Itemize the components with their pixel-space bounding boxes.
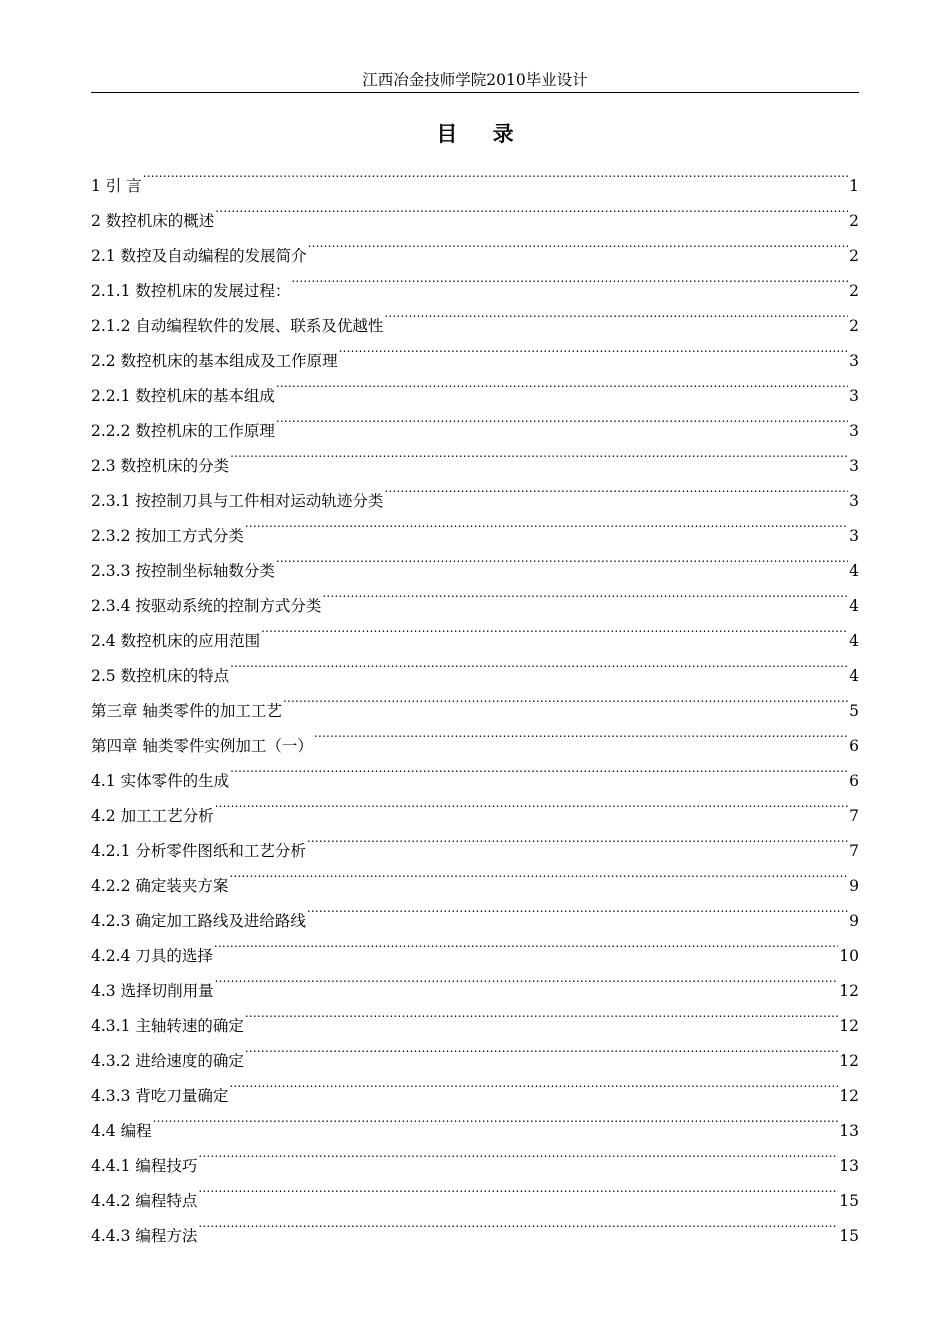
dot-leader: [307, 891, 848, 926]
dot-leader: [245, 1031, 838, 1066]
toc-entry-title: 4.3 选择切削用量: [91, 982, 214, 1000]
toc-entry-page-number: 4: [849, 597, 859, 615]
dot-leader: [276, 541, 848, 576]
toc-entry-title: 2.3.2 按加工方式分类: [91, 527, 244, 545]
toc-entry-title: 2.3.4 按驱动系统的控制方式分类: [91, 597, 322, 615]
toc-entry-page-number: 13: [839, 1122, 859, 1140]
toc-entry-page-number: 12: [839, 1052, 859, 1070]
toc-entry[interactable]: [91, 191, 859, 230]
toc-entry-title: 2.4 数控机床的应用范围: [91, 632, 261, 650]
toc-entry-page-number: 3: [849, 352, 859, 370]
toc-entry-title: 4.4.3 编程方法: [91, 1227, 198, 1245]
toc-entry-title: 2.3 数控机床的分类: [91, 457, 230, 475]
toc-entry-page-number: 2: [849, 212, 859, 230]
toc-entry-title: 2.2.1 数控机床的基本组成: [91, 387, 275, 405]
toc-entry-page-number: 12: [839, 1017, 859, 1035]
toc-entry-page-number: 15: [839, 1192, 859, 1210]
toc-entry-title: 4.4 编程: [91, 1122, 152, 1140]
toc-entry[interactable]: [91, 1136, 859, 1175]
toc-entry-page-number: 1: [849, 177, 859, 195]
toc-entry-page-number: 3: [849, 527, 859, 545]
dot-leader: [384, 296, 848, 331]
toc-entry-page-number: 9: [849, 877, 859, 895]
toc-entry-page-number: 2: [849, 282, 859, 300]
toc-entry-title: 2.1.2 自动编程软件的发展、联系及优越性: [91, 317, 384, 335]
toc-entry-page-number: 4: [849, 632, 859, 650]
dot-leader: [339, 331, 849, 366]
dot-leader: [198, 1206, 838, 1241]
toc-entry-title: 2.3.1 按控制刀具与工件相对运动轨迹分类: [91, 492, 384, 510]
toc-entry-title: 4.2.3 确定加工路线及进给路线: [91, 912, 306, 930]
dot-leader: [276, 401, 848, 436]
toc-entry-title: 4.2 加工工艺分析: [91, 807, 214, 825]
dot-leader: [215, 961, 839, 996]
dot-leader: [153, 1101, 839, 1136]
dot-leader: [229, 1066, 838, 1101]
toc-entry-title: 4.2.1 分析零件图纸和工艺分析: [91, 842, 306, 860]
toc-entry-page-number: 2: [849, 317, 859, 335]
dot-leader: [245, 506, 848, 541]
toc-entry-page-number: 7: [849, 842, 859, 860]
dot-leader: [214, 926, 838, 961]
toc-entry-page-number: 12: [839, 1087, 859, 1105]
toc-entry-page-number: 12: [839, 982, 859, 1000]
toc-entry-page-number: 4: [849, 667, 859, 685]
toc-entry-title: 4.3.3 背吃刀量确定: [91, 1087, 229, 1105]
toc-entry-page-number: 3: [849, 422, 859, 440]
header-text: 江西冶金技师学院2010毕业设计: [362, 71, 588, 89]
toc-entry-title: 4.4.2 编程特点: [91, 1192, 198, 1210]
toc-entry[interactable]: [91, 1171, 859, 1210]
toc-entry-title: 2 数控机床的概述: [91, 212, 215, 230]
dot-leader: [307, 821, 848, 856]
dot-leader: [314, 716, 848, 751]
toc-entry[interactable]: [91, 156, 859, 195]
toc-entry-page-number: 6: [849, 772, 859, 790]
toc-entry-page-number: 10: [839, 947, 859, 965]
toc-entry-page-number: 3: [849, 492, 859, 510]
dot-leader: [291, 261, 848, 296]
dot-leader: [215, 191, 848, 226]
dot-leader: [229, 856, 848, 891]
toc-entry-title: 2.3.3 按控制坐标轴数分类: [91, 562, 275, 580]
toc-entry-title: 2.2.2 数控机床的工作原理: [91, 422, 275, 440]
toc-entry-title: 1 引 言: [91, 177, 142, 195]
toc-entry-title: 2.5 数控机床的特点: [91, 667, 230, 685]
dot-leader: [198, 1136, 838, 1171]
toc-entry-page-number: 3: [849, 457, 859, 475]
toc-entry-page-number: 7: [849, 807, 859, 825]
page-header: [91, 68, 859, 93]
toc-entry-title: 2.1.1 数控机床的发展过程：: [91, 282, 291, 300]
toc-entry-page-number: 13: [839, 1157, 859, 1175]
toc-entry[interactable]: [91, 1101, 859, 1140]
dot-leader: [230, 646, 848, 681]
dot-leader: [283, 681, 848, 716]
toc-entry-page-number: 9: [849, 912, 859, 930]
toc-entry-title: 2.2 数控机床的基本组成及工作原理: [91, 352, 338, 370]
dot-leader: [143, 156, 848, 191]
toc-entry-title: 第四章 轴类零件实例加工（一）: [91, 737, 313, 755]
dot-leader: [308, 226, 849, 261]
toc-entry-page-number: 6: [849, 737, 859, 755]
toc-entry-title: 4.3.2 进给速度的确定: [91, 1052, 244, 1070]
dot-leader: [230, 751, 848, 786]
dot-leader: [384, 471, 848, 506]
toc-entry-title: 4.3.1 主轴转速的确定: [91, 1017, 244, 1035]
dot-leader: [261, 611, 848, 646]
table-of-contents: [91, 156, 859, 1245]
dot-leader: [276, 366, 848, 401]
dot-leader: [215, 786, 849, 821]
dot-leader: [322, 576, 848, 611]
toc-entry-page-number: 3: [849, 387, 859, 405]
toc-entry-page-number: 2: [849, 247, 859, 265]
toc-entry-title: 4.2.2 确定装夹方案: [91, 877, 229, 895]
toc-entry-page-number: 15: [839, 1227, 859, 1245]
dot-leader: [230, 436, 848, 471]
toc-entry-page-number: 5: [849, 702, 859, 720]
toc-entry-title: 第三章 轴类零件的加工工艺: [91, 702, 282, 720]
toc-entry-title: 4.1 实体零件的生成: [91, 772, 230, 790]
toc-entry-title: 4.2.4 刀具的选择: [91, 947, 213, 965]
dot-leader: [245, 996, 838, 1031]
toc-entry-title: 4.4.1 编程技巧: [91, 1157, 198, 1175]
toc-entry-page-number: 4: [849, 562, 859, 580]
page-title: 目 录: [436, 122, 528, 146]
dot-leader: [198, 1171, 838, 1206]
toc-entry-title: 2.1 数控及自动编程的发展简介: [91, 247, 307, 265]
toc-entry[interactable]: [91, 1206, 859, 1245]
